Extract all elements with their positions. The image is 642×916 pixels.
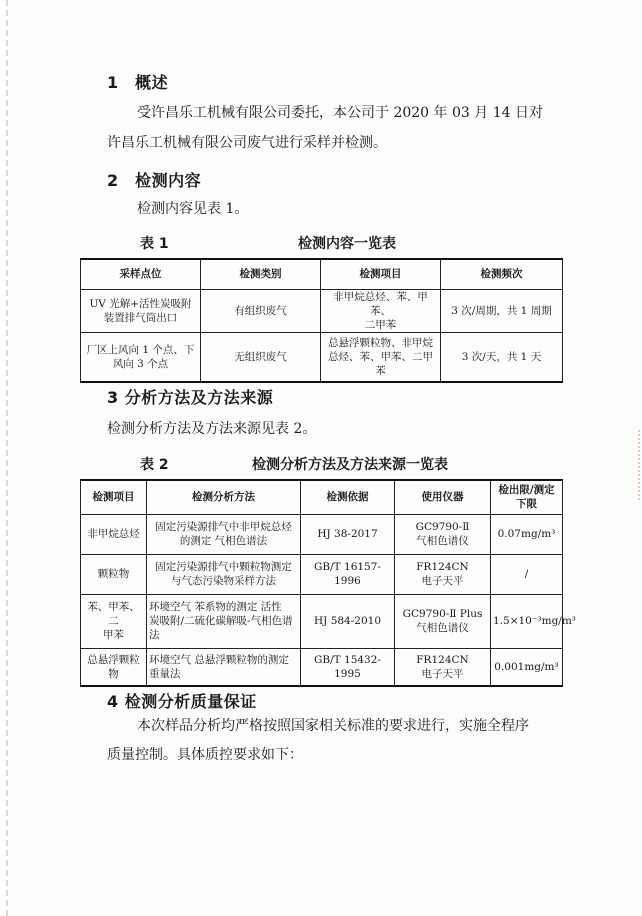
section-1-para-line2: 许昌乐工机械有限公司废气进行采样并检测。 bbox=[107, 135, 387, 151]
table1-label: 表 1 bbox=[140, 236, 169, 252]
table-row bbox=[81, 332, 563, 382]
table2-cell: GC9790-Ⅱ Plus 气相色谱仪 bbox=[395, 594, 491, 648]
table1-header-cell: 检测类别 bbox=[201, 259, 321, 289]
table1-header-cell: 检测频次 bbox=[441, 259, 563, 289]
section-2-para: 检测内容见表 1。 bbox=[137, 201, 249, 217]
section-3-para: 检测分析方法及方法来源见表 2。 bbox=[107, 421, 317, 437]
table2 bbox=[80, 479, 576, 687]
table1-header-cell: 采样点位 bbox=[81, 259, 201, 289]
table2-header-cell: 检测分析方法 bbox=[147, 480, 301, 514]
table2-cell: 固定污染源排气中非甲烷总烃 的测定 气相色谱法 bbox=[147, 514, 301, 554]
table2-cell: GB/T 16157-1996 bbox=[301, 554, 395, 594]
section-4-para-line2: 质量控制。具体质控要求如下： bbox=[107, 747, 303, 763]
table1-cell: 有组织废气 bbox=[201, 289, 321, 332]
table2-cell: 总悬浮颗粒 物 bbox=[81, 648, 147, 686]
table1-cell: 3 次/周期，共 1 周期 bbox=[441, 289, 563, 332]
table1-cell: 总悬浮颗粒物、非甲烷 总烃、苯、甲苯、二甲 苯 bbox=[321, 332, 441, 382]
table2-cell: FR124CN 电子天平 bbox=[395, 554, 491, 594]
binding-margin-dashes bbox=[6, 0, 12, 916]
table2-cell: 环境空气 总悬浮颗粒物的测定 重量法 bbox=[147, 648, 301, 686]
table2-cell: HJ 38-2017 bbox=[301, 514, 395, 554]
table2-label: 表 2 bbox=[140, 457, 169, 473]
table2-header-cell: 检出限/测定 下限 bbox=[491, 480, 563, 514]
table2-cell: 固定污染源排气中颗粒物测定 与气态污染物采样方法 bbox=[147, 554, 301, 594]
table1-header-row bbox=[81, 259, 563, 289]
edge-mark bbox=[635, 430, 640, 500]
table1-cell: UV 光解+活性炭吸附 装置排气筒出口 bbox=[81, 289, 201, 332]
table1-header-cell: 检测项目 bbox=[321, 259, 441, 289]
table2-cell: HJ 584-2010 bbox=[301, 594, 395, 648]
table2-cell: GC9790-Ⅱ 气相色谱仪 bbox=[395, 514, 491, 554]
section-1-heading: 1 概述 bbox=[107, 73, 169, 92]
table1 bbox=[80, 258, 563, 383]
table1-title: 检测内容一览表 bbox=[298, 236, 396, 252]
table2-cell: / bbox=[491, 554, 563, 594]
table2-header-cell: 检测项目 bbox=[81, 480, 147, 514]
section-1-para-line1: 受许昌乐工机械有限公司委托，本公司于 2020 年 03 月 14 日对 bbox=[137, 105, 543, 121]
table2-title: 检测分析方法及方法来源一览表 bbox=[252, 457, 448, 473]
table1-cell: 厂区上风向 1 个点、下 风向 3 个点 bbox=[81, 332, 201, 382]
table2-cell: 环境空气 苯系物的测定 活性 炭吸附/二硫化碳解吸-气相色谱 法 bbox=[147, 594, 301, 648]
section-2-heading: 2 检测内容 bbox=[107, 171, 202, 190]
table-row bbox=[81, 514, 563, 554]
table2-header-row bbox=[81, 480, 563, 514]
table2-cell: 苯、甲苯、二 甲苯 bbox=[81, 594, 147, 648]
section-3-heading: 3 分析方法及方法来源 bbox=[107, 388, 274, 407]
table2-header-cell: 使用仪器 bbox=[395, 480, 491, 514]
section-4-para-line1: 本次样品分析均严格按照国家相关标准的要求进行，实施全程序 bbox=[137, 718, 529, 734]
table2-cell: 0.07mg/m³ bbox=[491, 514, 563, 554]
table2-cell: 0.001mg/m³ bbox=[491, 648, 563, 686]
table2-cell: 非甲烷总烃 bbox=[81, 514, 147, 554]
table2-cell: GB/T 15432-1995 bbox=[301, 648, 395, 686]
table1-cell: 非甲烷总烃、苯、甲苯、 二甲苯 bbox=[321, 289, 441, 332]
table1-cell: 3 次/天，共 1 天 bbox=[441, 332, 563, 382]
section-4-heading: 4 检测分析质量保证 bbox=[107, 692, 257, 711]
table2-cell: 1.5×10⁻³mg/m³ bbox=[491, 594, 563, 648]
table-row bbox=[81, 594, 563, 648]
table2-cell: FR124CN 电子天平 bbox=[395, 648, 491, 686]
table-row bbox=[81, 289, 563, 332]
table-row bbox=[81, 648, 563, 686]
table-row bbox=[81, 554, 563, 594]
table2-header-cell: 检测依据 bbox=[301, 480, 395, 514]
table1-cell: 无组织废气 bbox=[201, 332, 321, 382]
table2-cell: 颗粒物 bbox=[81, 554, 147, 594]
